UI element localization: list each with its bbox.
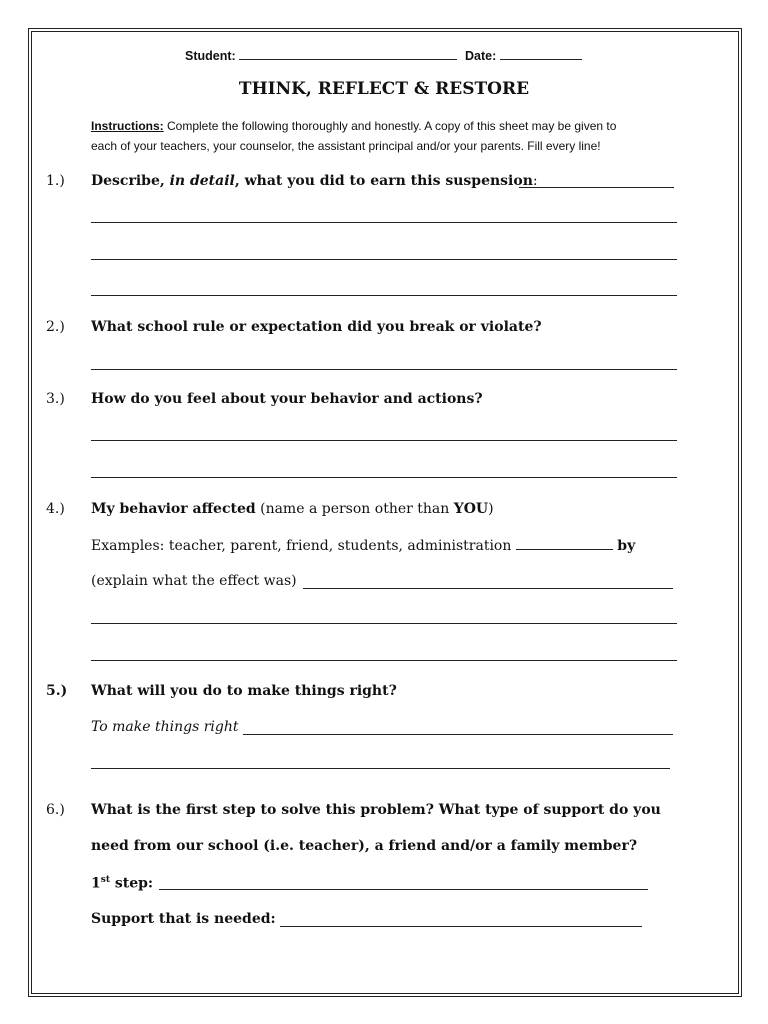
- q4-examples: [91, 537, 635, 554]
- q1-colon: :: [532, 173, 538, 189]
- q2-answer-line[interactable]: [91, 369, 677, 370]
- instructions-line-1: [91, 119, 616, 133]
- q6-step-suffix: step:: [109, 875, 154, 892]
- page-title: THINK, REFLECT & RESTORE: [238, 79, 530, 99]
- instructions-text-1: Complete the following thoroughly and honestly. A copy of this sheet may be given to: [163, 119, 617, 133]
- q3-answer-line-1[interactable]: [91, 440, 677, 441]
- q5-prompt: To make things right: [91, 719, 239, 735]
- q6-step-prefix: 1: [91, 875, 101, 892]
- q6-number: 6.): [46, 802, 65, 818]
- q6-text-line-1: What is the first step to solve this problem? What type of support do you: [91, 802, 661, 818]
- q4-answer-line-2[interactable]: [91, 660, 677, 661]
- q6-first-step-label: [91, 875, 153, 892]
- q4-paren-close: ): [488, 501, 494, 517]
- q4-examples-text: Examples: teacher, parent, friend, students, administration: [91, 538, 512, 554]
- date-field[interactable]: [465, 47, 582, 63]
- q3-number: 3.): [46, 391, 65, 407]
- instructions-line-2: each of your teachers, your counselor, the assistant principal and/or your parents. Fill every line!: [91, 139, 601, 153]
- q1-prefix: Describe,: [91, 173, 170, 189]
- student-field[interactable]: [185, 47, 457, 63]
- q4-answer-line-1[interactable]: [91, 623, 677, 624]
- q5-prompt-blank[interactable]: [243, 734, 673, 735]
- q1-answer-blank[interactable]: [519, 187, 674, 188]
- q4-explain-blank[interactable]: [303, 588, 673, 589]
- q4-explain: [91, 573, 297, 589]
- q2-number: 2.): [46, 319, 65, 335]
- q4-by: by: [617, 538, 636, 554]
- q5-answer-line[interactable]: [91, 768, 670, 769]
- date-blank[interactable]: [500, 47, 582, 60]
- q2-text: What school rule or expectation did you break or violate?: [91, 319, 542, 335]
- q6-text-line-2: need from our school (i.e. teacher), a friend and/or a family member?: [91, 838, 638, 854]
- q6-step-sup: st: [100, 875, 110, 885]
- student-blank[interactable]: [239, 47, 457, 60]
- q1-number: 1.): [46, 173, 65, 189]
- q1-emphasis: in detail: [169, 173, 235, 189]
- q1-answer-line-1[interactable]: [91, 222, 677, 223]
- q6-support-label: Support that is needed:: [91, 911, 276, 927]
- date-label: Date:: [465, 49, 497, 63]
- q4-text: [91, 501, 494, 517]
- q1-answer-line-3[interactable]: [91, 295, 677, 296]
- q4-bold-text: My behavior affected: [91, 501, 256, 517]
- q4-you: YOU: [453, 501, 489, 517]
- q5-text: What will you do to make things right?: [91, 683, 397, 699]
- q4-explain-text: (explain what the effect was): [91, 573, 297, 589]
- q1-suffix: , what you did to earn this suspension: [234, 173, 533, 189]
- instructions-label: Instructions:: [91, 119, 164, 133]
- q3-answer-line-2[interactable]: [91, 477, 677, 478]
- q1-text: [91, 173, 538, 189]
- student-label: Student:: [185, 49, 236, 63]
- q3-text: How do you feel about your behavior and actions?: [91, 391, 483, 407]
- q4-paren-open: (name a person other than: [255, 501, 454, 517]
- q4-person-blank[interactable]: [516, 537, 613, 550]
- q1-answer-line-2[interactable]: [91, 259, 677, 260]
- q6-support-blank[interactable]: [280, 926, 642, 927]
- q4-number: 4.): [46, 501, 65, 517]
- q6-first-step-blank[interactable]: [159, 889, 648, 890]
- q5-number: 5.): [46, 683, 68, 699]
